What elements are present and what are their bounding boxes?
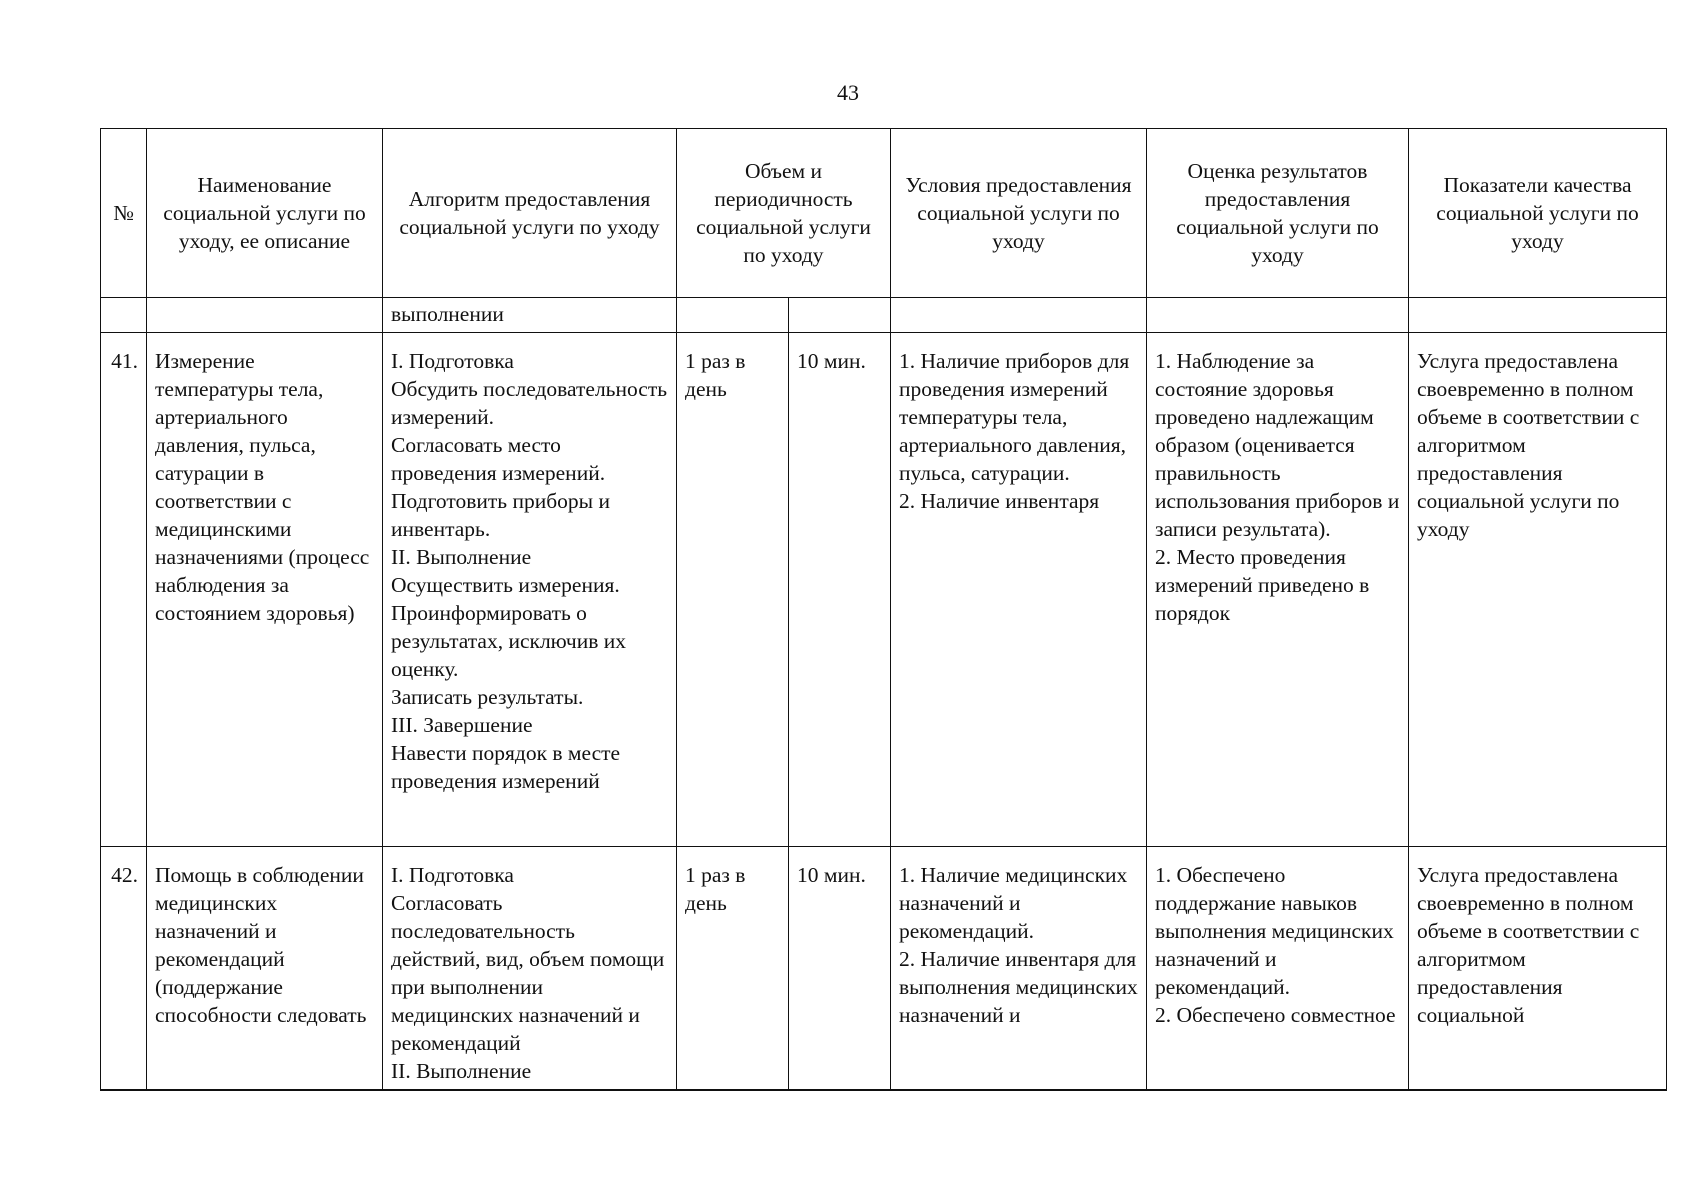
header-volume-frequency: Объем и периодичность социальной услуги по уходу bbox=[677, 129, 891, 298]
header-conditions: Условия предоставления социальной услуги по уходу bbox=[891, 129, 1147, 298]
table-row bbox=[101, 333, 1667, 847]
cell-quality: Услуга предоставлена своевременно в полном объеме в соответствии с алгоритмом предоставления социальной услуги по уходу bbox=[1409, 333, 1667, 847]
cell-empty bbox=[891, 298, 1147, 333]
cell-quality: Услуга предоставлена своевременно в полном объеме в соответствии с алгоритмом предоставления социальной bbox=[1409, 847, 1667, 1091]
cell-algorithm: I. Подготовка Согласовать последовательность действий, вид, объем помощи при выполнении медицинских назначений и рекомендаций II. Выполнение bbox=[383, 847, 677, 1091]
cell-empty bbox=[147, 298, 383, 333]
page-number: 43 bbox=[837, 80, 859, 105]
cell-number: 41. bbox=[101, 333, 147, 847]
table-row bbox=[101, 847, 1667, 1091]
cell-conditions: 1. Наличие приборов для проведения измерений температуры тела, артериального давления, пульса, сатурации. 2. Наличие инвентаря bbox=[891, 333, 1147, 847]
cell-empty bbox=[1147, 298, 1409, 333]
cell-number: 42. bbox=[101, 847, 147, 1091]
header-service-name: Наименование социальной услуги по уходу, ее описание bbox=[147, 129, 383, 298]
social-services-table bbox=[100, 128, 1667, 1091]
cell-empty bbox=[677, 298, 789, 333]
cell-algorithm: I. Подготовка Обсудить последовательность измерений. Согласовать место проведения измерений. Подготовить приборы и инвентарь. II. Выполнение Осуществить измерения. Проинформировать о результатах, исключив их оценку. Записать результаты. III. Завершение Навести порядок в месте проведения измерений bbox=[383, 333, 677, 847]
cell-duration: 10 мин. bbox=[789, 847, 891, 1091]
cell-evaluation: 1. Наблюдение за состояние здоровья проведено надлежащим образом (оценивается правильность использования приборов и записи результата). 2. Место проведения измерений приведено в порядок bbox=[1147, 333, 1409, 847]
header-quality: Показатели качества социальной услуги по уходу bbox=[1409, 129, 1667, 298]
cell-frequency: 1 раз в день bbox=[677, 333, 789, 847]
cell-algorithm-continuation: выполнении bbox=[383, 298, 677, 333]
cell-empty bbox=[789, 298, 891, 333]
cell-conditions: 1. Наличие медицинских назначений и рекомендаций. 2. Наличие инвентаря для выполнения медицинских назначений и bbox=[891, 847, 1147, 1091]
header-algorithm: Алгоритм предоставления социальной услуги по уходу bbox=[383, 129, 677, 298]
header-row bbox=[101, 129, 1667, 298]
cell-frequency: 1 раз в день bbox=[677, 847, 789, 1091]
cell-service-name: Измерение температуры тела, артериального давления, пульса, сатурации в соответствии с медицинскими назначениями (процесс наблюдения за состоянием здоровья) bbox=[147, 333, 383, 847]
continuation-row bbox=[101, 298, 1667, 333]
cell-empty bbox=[1409, 298, 1667, 333]
cell-service-name: Помощь в соблюдении медицинских назначений и рекомендаций (поддержание способности следовать bbox=[147, 847, 383, 1091]
cell-duration: 10 мин. bbox=[789, 333, 891, 847]
cell-empty bbox=[101, 298, 147, 333]
header-evaluation: Оценка результатов предоставления социальной услуги по уходу bbox=[1147, 129, 1409, 298]
cell-evaluation: 1. Обеспечено поддержание навыков выполнения медицинских назначений и рекомендаций. 2. Обеспечено совместное bbox=[1147, 847, 1409, 1091]
header-number: № bbox=[101, 129, 147, 298]
